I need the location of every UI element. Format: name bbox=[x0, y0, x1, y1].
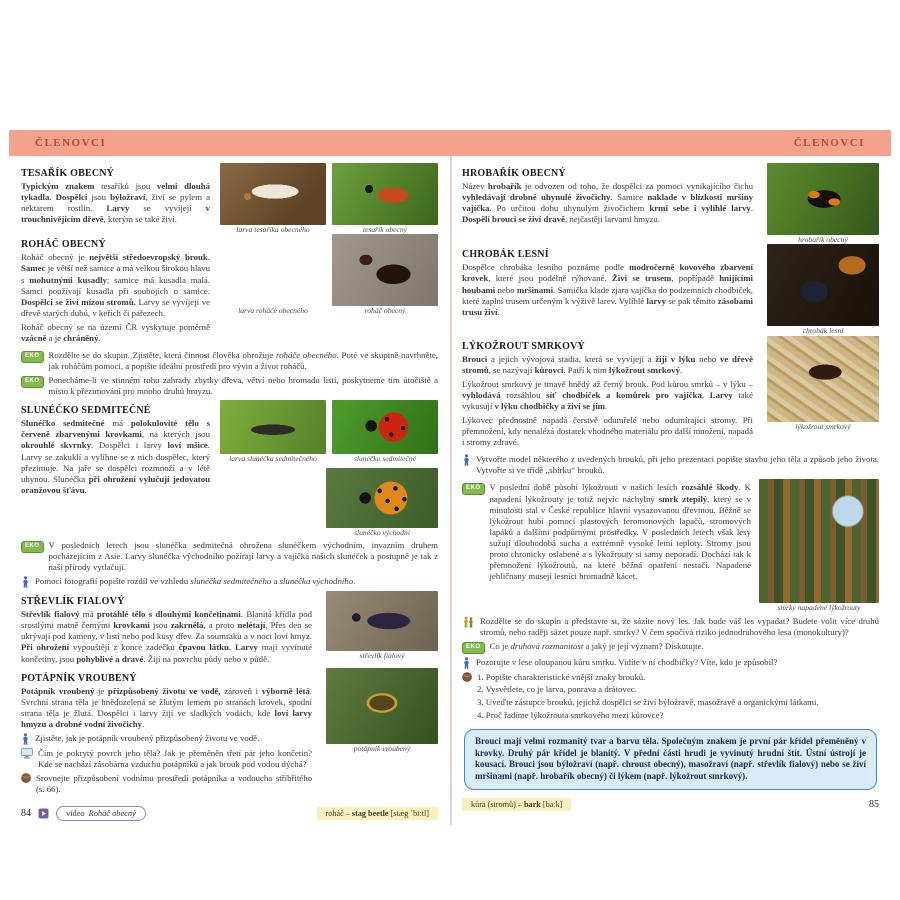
figure-larva-tesarika bbox=[220, 163, 326, 234]
section-rohac bbox=[21, 234, 438, 347]
video-label: video bbox=[66, 809, 85, 819]
caption-larva-rohace: larva roháče obecného bbox=[238, 306, 308, 316]
task-kura-smrku-text: Pozorujte v lese oloupanou kůru smrku. Vidíte v ní chodbičky? Víte, kdo je způsobil? bbox=[476, 656, 778, 667]
photo-larva-slunecka bbox=[220, 400, 326, 454]
left-page-footer bbox=[21, 806, 438, 821]
video-icon bbox=[38, 808, 49, 819]
section-tesarik bbox=[21, 163, 438, 234]
task-potapnik-2-text: Čím je pokrytý povrch jeho těla? Jak je přeměněn třetí pár jeho končetin? Kde se nachází zásobárna vzduchu potápníků a jak brouk pod vodou dýchá? bbox=[38, 747, 312, 769]
vocabulary-phrase-rohac: roháč – stag beetle [stæg ˈbiːtl] bbox=[317, 807, 438, 820]
photo-slunecko bbox=[332, 400, 438, 454]
figure-slunecko-vychodni bbox=[326, 468, 438, 537]
task-potapnik-1 bbox=[21, 733, 312, 745]
eko-badge-icon: EKO bbox=[462, 483, 485, 495]
section-title-lykozrout: LÝKOŽROUT SMRKOVÝ bbox=[462, 340, 585, 352]
eko-task-slunecko bbox=[21, 540, 438, 573]
figure-larva-rohace bbox=[220, 234, 326, 315]
vocabulary-phrase-kura: kůra (stromů) – bark [baːk] bbox=[462, 798, 571, 811]
eko-task-diverzita-text: Co je druhová rozmanitost a jaký je její význam? Diskutujte. bbox=[489, 640, 704, 651]
section-body2-rohac: Roháč obecný se na území ČR vyskytuje poměrně vzácně a je chráněný. bbox=[21, 321, 210, 343]
task-potapnik-3 bbox=[21, 773, 312, 795]
page-85 bbox=[450, 156, 891, 825]
section-lykozrout bbox=[462, 336, 879, 452]
chapter-title-left: ČLENOVCI bbox=[35, 137, 107, 149]
photo-larva-tesarika bbox=[220, 163, 326, 225]
figure-hrobarik bbox=[767, 163, 879, 244]
group-icon bbox=[462, 616, 475, 628]
review-item-2: 2. Vysvětlete, co je larva, ponrava a drátovec. bbox=[477, 684, 637, 695]
caption-hrobarik: hrobařík obecný bbox=[798, 235, 848, 244]
caption-larva-slunecka: larva slunéčka sedmitečného bbox=[229, 454, 317, 464]
computer-icon bbox=[21, 748, 33, 759]
section-body1-lykozrout: Brouci a jejich vývojová stadia, která se vyvíjejí a žijí v lýku nebo ve dřevě stromů, se nazývají kůrovci. Patří k nim lýkožrout smrkový. bbox=[462, 353, 753, 375]
task-kura-smrku bbox=[462, 657, 879, 669]
person-icon bbox=[462, 657, 471, 669]
figure-lykozrout bbox=[767, 336, 879, 431]
section-title-potapnik: POTÁPNÍK VROUBENÝ bbox=[21, 672, 137, 684]
photo-hrobarik bbox=[767, 163, 879, 235]
eko-task-diverzita bbox=[462, 641, 879, 654]
caption-tesarik: tesařík obecný bbox=[362, 225, 408, 234]
review-item-4: 4. Proč řadíme lýkožrouta smrkového mezi kůrovce? bbox=[477, 710, 664, 721]
section-title-hrobarik: HROBAŘÍK OBECNÝ bbox=[462, 168, 566, 179]
photo-chrobak bbox=[767, 244, 879, 326]
caption-slunecko-vychodni: slunéčko východní bbox=[354, 527, 410, 537]
chapter-header-band bbox=[9, 130, 891, 156]
task-slunecko-compare bbox=[21, 576, 438, 588]
eko-task-kurovec-text: V poslední době působí lýkožrouti v našich lesích rozsáhlé škody. K napadení lýkožrouty je totiž nejvíc náchylný smrk ztepilý, který se v minulosti stal v České republice hlavní vysazovanou dřevinou. Běžně se lýkožrout hubí pomocí plastových feromonových lapačů, stromových lapáků a dalšími podpůrnými prostředky. V posledních letech však lesy sužují dlouhodobá sucha a extrémně vysoké letní teploty. Stromy jsou proto chronicky oslabené a s lýkožrouty si samy neporadí. Dochází tak k přemnožení lýkožroutů, na které běžná opatření nestačí. Napadené jehličnany musejí lesníci hromadně kácet. bbox=[489, 482, 751, 582]
task-model-brouka bbox=[462, 454, 879, 476]
section-title-tesarik: TESAŘÍK OBECNÝ bbox=[21, 168, 115, 179]
figure-tesarik bbox=[332, 163, 438, 234]
review-icon bbox=[462, 672, 472, 682]
section-body-rohac: Roháč obecný je největší středoevropský brouk. Samec je větší než samice a má velkou širokou hlavu s mohutnými kusadly; samice má kusadla malá. Samci používají kusadla při soubojích o samice. Dospělci se živí mízou stromů. Larvy se vyvíjejí ve dřevě starých dubů, v keřích či pařezech. bbox=[21, 252, 210, 318]
review-icon bbox=[21, 773, 31, 783]
eko-task-slunecko-text: V posledních letech jsou slunéčka sedmitečná ohrožena slunéčkem východním, invazním druhem pocházejícím z Asie. Larvy slunéčka východního požírají larvy a vajíčka našich slunéček a postupně je tak z naší přírody vytlačují. bbox=[48, 539, 438, 573]
eko-section-kurovec bbox=[462, 479, 879, 612]
caption-chrobak: chrobák lesní bbox=[802, 326, 844, 336]
figure-slunecko bbox=[332, 400, 438, 463]
photo-tesarik bbox=[332, 163, 438, 225]
chapter-summary-box: Brouci mají velmi rozmanitý tvar a barvu těla. Společným znakem je první pár křídel přeměněný v krovky. Druhý pár křídel je blanitý. V přední části hrudi je vyvinutý hrudní štít. Ústní ústrojí je kousací. Brouci jsou býložraví (např. chroust obecný), masožraví (např. střevlík fialový) nebo se živí mršinami (např. hrobařík obecný) či lýkem (např. lýkožrout smrkový). bbox=[464, 729, 877, 790]
figure-rohac bbox=[332, 234, 438, 315]
task-potapnik-1-text: Zjistěte, jak je potápník vroubený přizpůsobený životu ve vodě. bbox=[35, 732, 260, 743]
person-icon bbox=[21, 576, 30, 588]
caption-smrky: smrky napadené lýkožrouty bbox=[777, 603, 861, 613]
section-body-chrobak: Dospělce chrobáka lesního poznáme podle modročerně kovového zbarvení krovek, které jsou podélně rýhované. Živí se trusem, popřípadě hnijícími houbami nebo mršinami. Samička klade zjara vajíčka do podzemních chodbiček, které zaplní trusem určeným k výživě larev. Vylíhlé larvy se pak těmito zásobami trusu živí. bbox=[462, 262, 754, 317]
section-body-slunecko: Slunéčko sedmitečné má polokulovité tělo s červeně zbarvenými krovkami, na kterých jsou okrouhlé skvrnky. Dospělci i larvy loví mšice. Larvy se zakuklí a vylíhne se z nich dospělec, který přezimuje. Na jaře se dospělci rozmnoží a v létě uhynou. Slunéčka při ohrožení vylučují jedovatou oranžovou šťávu. bbox=[21, 418, 210, 495]
section-body3-lykozrout: Lýkovec přednostně napadá čerstvě odumřelé nebo odumírající stromy. Při přemnožení, kdy nenalézá dostatek vhodného materiálu pro další množení, napadá i stromy zdravé. bbox=[462, 415, 753, 448]
page-number-right: 85 bbox=[869, 798, 879, 810]
section-title-strevlik: STŘEVLÍK FIALOVÝ bbox=[21, 596, 125, 608]
figure-larva-slunecka bbox=[220, 400, 326, 463]
photo-lykozrout bbox=[767, 336, 879, 422]
section-title-chrobak: CHROBÁK LESNÍ bbox=[462, 249, 549, 261]
task-potapnik-2 bbox=[21, 748, 312, 770]
photo-potapnik bbox=[326, 668, 438, 744]
caption-larva-tesarika: larva tesaříka obecného bbox=[236, 225, 310, 234]
caption-rohac: roháč obecný bbox=[364, 306, 406, 316]
person-icon bbox=[21, 733, 30, 745]
task-novy-les-text: Rozdělte se do skupin a představte si, že sázíte nový les. Jak bude váš les vypadat? Budete volit více druhů stromů, nebo raději sázet pouze např. smrky? V čem spočívá riziko jednodruhového lesa (monokultury)? bbox=[480, 615, 879, 637]
eko-task-rohac-2 bbox=[21, 375, 438, 397]
figure-chrobak bbox=[767, 244, 879, 335]
task-potapnik-3-text: Srovnejte přizpůsobení vodnímu prostředí potápníka a vodoucha stříbřitého (s. 66). bbox=[36, 773, 312, 795]
figure-potapnik bbox=[326, 668, 438, 753]
caption-slunecko: slunéčko sedmitečné bbox=[353, 454, 417, 464]
eko-badge-icon: EKO bbox=[462, 642, 485, 654]
chapter-title-right: ČLENOVCI bbox=[793, 137, 865, 149]
photo-rohac bbox=[332, 234, 438, 306]
section-body-potapnik: Potápník vroubený je přizpůsobený životu ve vodě, zároveň i výborně létá. Svrchní strana těla je hnědozelená se žlutým lemem po stranách krovek, spodní strana těla je žlutá. Dospělci i larvy žijí ve sladkých vodách, kde loví larvy hmyzu a drobné vodní živočichy. bbox=[21, 685, 313, 729]
person-icon bbox=[462, 454, 471, 466]
page-84 bbox=[9, 156, 450, 825]
eko-task-rohac-1-text: Rozdělte se do skupin. Zjistěte, která činnost člověka ohrožuje roháče obecného. Poté ve skupině navrhněte, jak roháčům pomoci, a popište ideální prostředí pro vývin a život roháčů. bbox=[48, 349, 439, 372]
photo-larva-rohace bbox=[220, 234, 326, 306]
section-body2-lykozrout: Lýkožrout smrkový je tmavě hnědý až černý brouk. Pod kůrou smrků – v lýku – vyhlodává rozsáhlou síť chodbiček a komůrek pro vajíčka. Larvy také vykusují v lýku chodbičky a živí se jím. bbox=[462, 378, 753, 411]
page-number-left: 84 bbox=[21, 808, 31, 820]
video-link[interactable] bbox=[56, 806, 146, 821]
section-body-tesarik: Typickým znakem tesaříků jsou velmi dlouhá tykadla. Dospělci jsou býložraví, živí se pylem a nektarem rostlin. Larvy se vyvíjejí v trouchnivějícím dřevě, kterým se také živí. bbox=[21, 181, 211, 225]
task-slunecko-compare-text: Pomocí fotografií popište rozdíl ve vzhledu slunéčka sedmitečného a slunéčka východního. bbox=[35, 576, 356, 587]
eko-badge-icon: EKO bbox=[21, 351, 44, 363]
section-body-hrobarik: Název hrobařík je odvozen od toho, že dospělci za pomoci vynikajícího čichu vyhledávají drobné uhynulé živočichy. Samice naklade v blízkosti mršiny vajíčka. Po určitou dobu uhynulým živočichem krmí sebe i vylíhlé larvy. Dospělí brouci se živí dravě, nejčastěji larvami hmyzu. bbox=[462, 181, 754, 225]
caption-lykozrout: lýkožrout smrkový bbox=[795, 421, 851, 431]
video-title: Roháč obecný bbox=[88, 809, 136, 819]
section-potapnik bbox=[21, 668, 438, 799]
review-item-1: 1. Popište charakteristické vnější znaky brouků. bbox=[477, 671, 646, 682]
task-model-brouka-text: Vytvořte model některého z uvedených brouků, při jeho prezentaci popište stavbu jeho těla a způsob jeho života. Vytvořte si ve třídě „sbírku“ brouků. bbox=[476, 454, 879, 476]
eko-task-rohac-1 bbox=[21, 350, 438, 372]
figure-smrky bbox=[759, 479, 879, 612]
section-hrobarik bbox=[462, 163, 879, 244]
caption-potapnik: potápník vroubený bbox=[353, 743, 411, 753]
review-questions bbox=[462, 672, 879, 724]
eko-badge-icon: EKO bbox=[21, 376, 44, 388]
photo-smrky-napadene bbox=[759, 479, 879, 603]
section-strevlik bbox=[21, 591, 438, 667]
photo-slunecko-vychodni bbox=[326, 468, 438, 528]
photo-strevlik bbox=[326, 591, 438, 651]
right-page-footer bbox=[462, 798, 879, 811]
eko-task-rohac-2-text: Ponecháme-li ve stinném rohu zahrady zbytky dřeva, větví nebo hromadu listí, poskytneme tím útočiště a místo k přezimování pro mnoho druhů hmyzu. bbox=[48, 375, 438, 397]
section-chrobak bbox=[462, 244, 879, 335]
figure-strevlik bbox=[326, 591, 438, 660]
eko-badge-icon: EKO bbox=[21, 541, 44, 553]
eko-task-kurovec bbox=[462, 482, 751, 582]
section-body-strevlik: Střevlík fialový má protáhlé tělo s dlouhými končetinami. Blanitá křídla pod srostlými matně černými krovkami jsou zakrnělá, a proto nelétají. Přes den se ukrývají pod kameny, v listí nebo pod kusy dřev. Za soumraku a v noci loví hmyz. Při ohrožení vypouštějí z konce zadečku čpavou látku. Larvy mají vyvinuté končetiny, jsou pohyblivé a dravé. Žijí na povrchu půdy nebo v půdě. bbox=[21, 609, 313, 664]
section-title-rohac: ROHÁČ OBECNÝ bbox=[21, 239, 106, 251]
review-item-3: 3. Uveďte zástupce brouků, jejichž dospělci se živí býložravě, masožravě a organickými látkami. bbox=[477, 697, 819, 708]
task-novy-les bbox=[462, 616, 879, 638]
caption-strevlik: střevlík fialový bbox=[359, 651, 405, 661]
section-slunecko bbox=[21, 400, 438, 537]
section-title-slunecko: SLUNÉČKO SEDMITEČNÉ bbox=[21, 405, 151, 417]
